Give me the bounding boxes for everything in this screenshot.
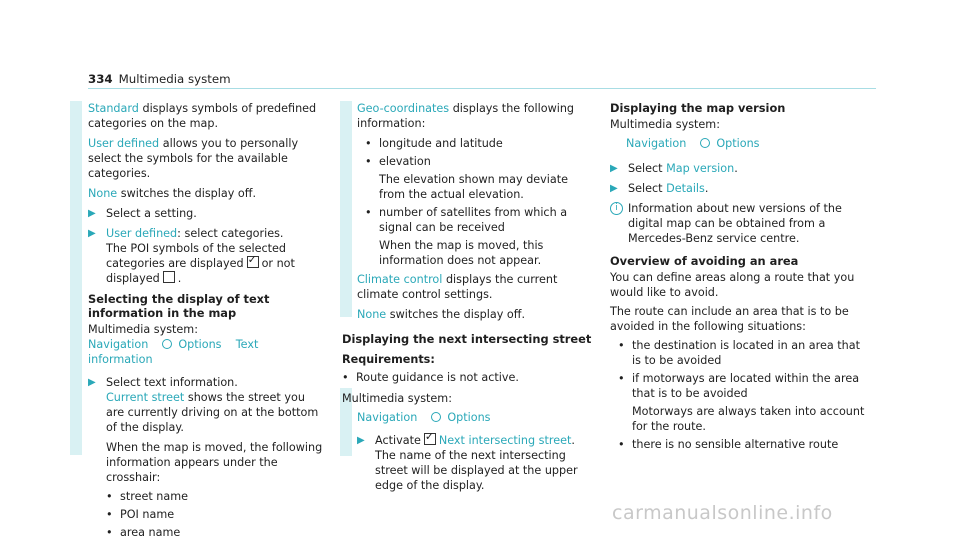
map-version-link[interactable]: Map version <box>666 162 735 175</box>
text-information-link[interactable]: Text information <box>88 338 259 366</box>
arrow-icon: ▶ <box>357 435 365 446</box>
step-text: Activate <box>375 434 421 447</box>
page-number: 334 <box>88 72 113 86</box>
path-intro: Multimedia system: <box>342 392 452 405</box>
info-list <box>106 489 324 540</box>
none-link[interactable]: None <box>357 308 387 321</box>
section-heading: Overview of avoiding an area <box>610 254 799 268</box>
step-text: The POI symbols of the selected categories are displayed <box>106 242 287 270</box>
checkbox-checked-icon <box>247 256 259 268</box>
next-street-link[interactable]: Next intersecting street <box>438 434 572 447</box>
step-activate: ▶ Activate✓ Next intersecting street. The name of the next intersecting street will be displayed at the upper edge of the display. <box>339 433 595 493</box>
climate-control-link[interactable]: Climate control <box>357 273 443 286</box>
checkbox-empty-icon <box>163 271 175 283</box>
geo-coordinates-link[interactable]: Geo-coordinates <box>357 102 450 115</box>
menu-path <box>88 337 324 367</box>
menu-path <box>357 410 595 425</box>
options-link[interactable]: Options <box>178 338 222 351</box>
user-defined-desc: allows you to personally select the symbols for the available categories. <box>88 137 299 180</box>
watermark: carmanualsonline.info <box>612 502 833 524</box>
gear-icon <box>431 412 441 422</box>
section-heading: Displaying the next intersecting street <box>342 332 592 346</box>
step-select-setting <box>70 206 324 221</box>
arrow-icon: ▶ <box>88 228 96 239</box>
page-header <box>88 72 231 87</box>
list-item: • the destination is located in an area that is to be avoided <box>618 338 868 368</box>
none-option <box>357 307 595 322</box>
none-link[interactable]: None <box>88 187 118 200</box>
arrow-icon: ▶ <box>610 183 618 194</box>
column-1 <box>88 101 324 544</box>
step-text: shows the street you are currently driving on at the bottom of the display. <box>106 391 319 434</box>
info-icon: i <box>610 202 623 215</box>
user-defined-link[interactable]: User defined <box>106 227 178 240</box>
column-3 <box>610 101 868 456</box>
step-details: ▶ Select Details. <box>610 182 709 195</box>
climate-desc: displays the current climate control settings. <box>357 273 558 301</box>
paragraph: You can define areas along a route that you would like to avoid. <box>610 271 855 299</box>
standard-option <box>88 101 324 131</box>
standard-desc: displays symbols of predefined categories on the map. <box>88 102 317 130</box>
requirements-heading: Requirements: <box>342 353 435 366</box>
section-heading: Selecting the display of text information in the map <box>88 292 270 320</box>
header-rule <box>88 88 876 89</box>
requirements-list <box>342 370 595 385</box>
step-text: : select categories. <box>177 227 284 240</box>
navigation-link[interactable]: Navigation <box>626 137 687 150</box>
step-text: Select text information. <box>106 376 238 389</box>
arrow-icon: ▶ <box>88 208 96 219</box>
list-item: • street name <box>106 489 324 504</box>
path-intro: Multimedia system: <box>88 323 198 336</box>
geo-option <box>357 101 595 131</box>
list-item: • area name <box>106 525 324 540</box>
details-link[interactable]: Details <box>666 182 705 195</box>
list-item <box>365 205 595 268</box>
arrow-icon: ▶ <box>610 163 618 174</box>
elevation-note: The elevation shown may deviate from the actual elevation. <box>379 173 569 201</box>
column-2 <box>342 101 595 498</box>
step-user-defined: ▶ User defined: select categories. The POI symbols of the selected categories are displayed✓ or not displayed . <box>70 226 324 286</box>
gear-icon <box>700 138 710 148</box>
section-heading: Displaying the map version <box>610 101 786 115</box>
step-map-version: ▶ Select Map version. <box>610 162 738 175</box>
none-option <box>88 186 324 201</box>
list-item <box>365 154 595 202</box>
satellite-note: When the map is moved, this information does not appear. <box>379 239 544 267</box>
navigation-link[interactable]: Navigation <box>357 411 418 424</box>
options-link[interactable]: Options <box>716 137 760 150</box>
list-item-text: elevation <box>379 155 431 168</box>
standard-link[interactable]: Standard <box>88 102 139 115</box>
gear-icon <box>162 339 172 349</box>
step-text: The name of the next intersecting street will be displayed at the upper edge of the display. <box>375 449 578 492</box>
info-note <box>610 201 868 246</box>
none-desc: switches the display off. <box>389 308 526 321</box>
current-street-link[interactable]: Current street <box>106 391 185 404</box>
checkbox-checked-icon <box>424 433 436 445</box>
step-text: or not displayed <box>106 257 295 285</box>
step-text: Select <box>628 182 663 195</box>
list-item: • longitude and latitude <box>365 136 595 151</box>
geo-desc: displays the following information: <box>357 102 575 130</box>
climate-option <box>357 272 595 302</box>
list-item <box>618 371 868 434</box>
list-item-text: number of satellites from which a signal can be received <box>379 206 568 234</box>
list-item: • there is no sensible alternative route <box>618 437 868 452</box>
list-item: • Route guidance is not active. <box>342 370 595 385</box>
motorway-note: Motorways are always taken into account for the route. <box>632 405 865 433</box>
user-defined-link[interactable]: User defined <box>88 137 160 150</box>
section-title: Multimedia system <box>118 72 231 86</box>
none-desc: switches the display off. <box>120 187 257 200</box>
step-select-text <box>70 375 324 435</box>
geo-list <box>365 136 595 268</box>
avoid-list <box>618 338 868 452</box>
info-text: Information about new versions of the digital map can be obtained from a Mercedes-Benz service centre. <box>628 202 842 245</box>
list-item-text: if motorways are located within the area that is to be avoided <box>632 372 860 400</box>
path-intro: Multimedia system: <box>610 118 720 131</box>
arrow-icon: ▶ <box>88 377 96 388</box>
navigation-link[interactable]: Navigation <box>88 338 149 351</box>
paragraph: The route can include an area that is to be avoided in the following situations: <box>610 305 849 333</box>
options-link[interactable]: Options <box>447 411 491 424</box>
step-text: Select a setting. <box>106 207 197 220</box>
column2-bar <box>340 101 352 317</box>
list-item: • POI name <box>106 507 324 522</box>
menu-path <box>626 136 868 151</box>
step-text: Select <box>628 162 663 175</box>
user-defined-option <box>88 136 324 181</box>
moved-text: When the map is moved, the following information appears under the crosshair: <box>106 441 323 484</box>
